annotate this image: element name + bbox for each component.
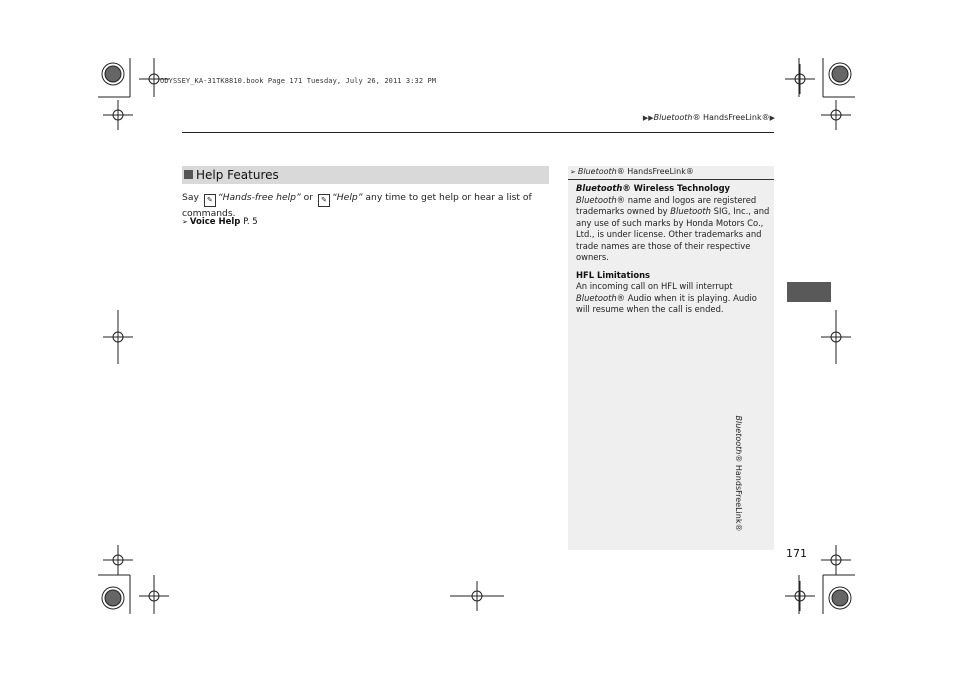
section-title: Help Features: [196, 168, 279, 182]
help-paragraph: [182, 191, 547, 220]
hfl-title: HFL Limitations: [576, 269, 651, 280]
command-hands-free-help: “Hands-free help”: [217, 192, 301, 203]
xref-label: Voice Help: [189, 217, 241, 227]
help-tail: any time to get help or hear a list of commands.: [182, 192, 532, 219]
voice-help-link[interactable]: [182, 217, 258, 227]
hfl-text-b: ® Audio when it is playing. Audio will resume when the call is ended.: [576, 292, 757, 314]
side-head-rest: ® HandsFreeLink®: [616, 167, 694, 176]
or-word: or: [303, 192, 314, 203]
hfl-text-a: An incoming call on HFL will interrupt: [576, 281, 733, 291]
tab-label-rest: ® HandsFreeLink®: [734, 454, 744, 532]
tech-italic-1: Bluetooth: [576, 194, 617, 205]
chapter-tab: [787, 282, 831, 302]
chapter-tab-label: [734, 416, 743, 532]
breadcrumb-italic: Bluetooth: [653, 113, 693, 122]
talk-button-icon-2: ✎: [318, 194, 330, 207]
side-head-italic: Bluetooth: [577, 167, 617, 176]
side-head-icon: ➢: [570, 168, 576, 176]
hfl-italic: Bluetooth: [576, 292, 617, 303]
tech-text-2: SIG, Inc., and any use of such marks by Honda Motors Co., Ltd., is under license. Other trademarks and trade names are those of their respective owners.: [576, 206, 770, 262]
tech-title: [576, 183, 772, 195]
xref-page: P. 5: [243, 217, 258, 227]
section-square-icon: [184, 170, 193, 179]
xref-arrow-icon: ➢: [182, 218, 188, 226]
tech-text-1: ® name and logos are registered trademarks owned by: [576, 194, 757, 216]
hfl-paragraph: [576, 281, 772, 316]
tech-title-rest: ® Wireless Technology: [622, 183, 731, 193]
side-panel-rule: [568, 179, 774, 180]
tech-title-italic: Bluetooth: [576, 183, 623, 193]
header-rule: [182, 132, 774, 133]
command-help: “Help”: [332, 192, 363, 203]
breadcrumb: [643, 113, 775, 122]
side-panel-body: [576, 183, 772, 322]
breadcrumb-end-arrow: ▶: [769, 114, 775, 122]
tech-paragraph: [576, 195, 772, 264]
say-word: Say: [182, 192, 199, 203]
breadcrumb-text: ® HandsFreeLink®: [692, 113, 770, 122]
side-panel-heading: [570, 166, 694, 178]
tab-label-italic: Bluetooth: [734, 415, 744, 455]
breadcrumb-arrows: ▶▶: [642, 114, 654, 122]
page-number: 171: [786, 547, 807, 560]
talk-button-icon: ✎: [204, 194, 216, 207]
print-header: ODYSSEY_KA-31TK8810.book Page 171 Tuesday, July 26, 2011 3:32 PM: [160, 77, 437, 85]
tech-italic-2: Bluetooth: [670, 206, 711, 216]
